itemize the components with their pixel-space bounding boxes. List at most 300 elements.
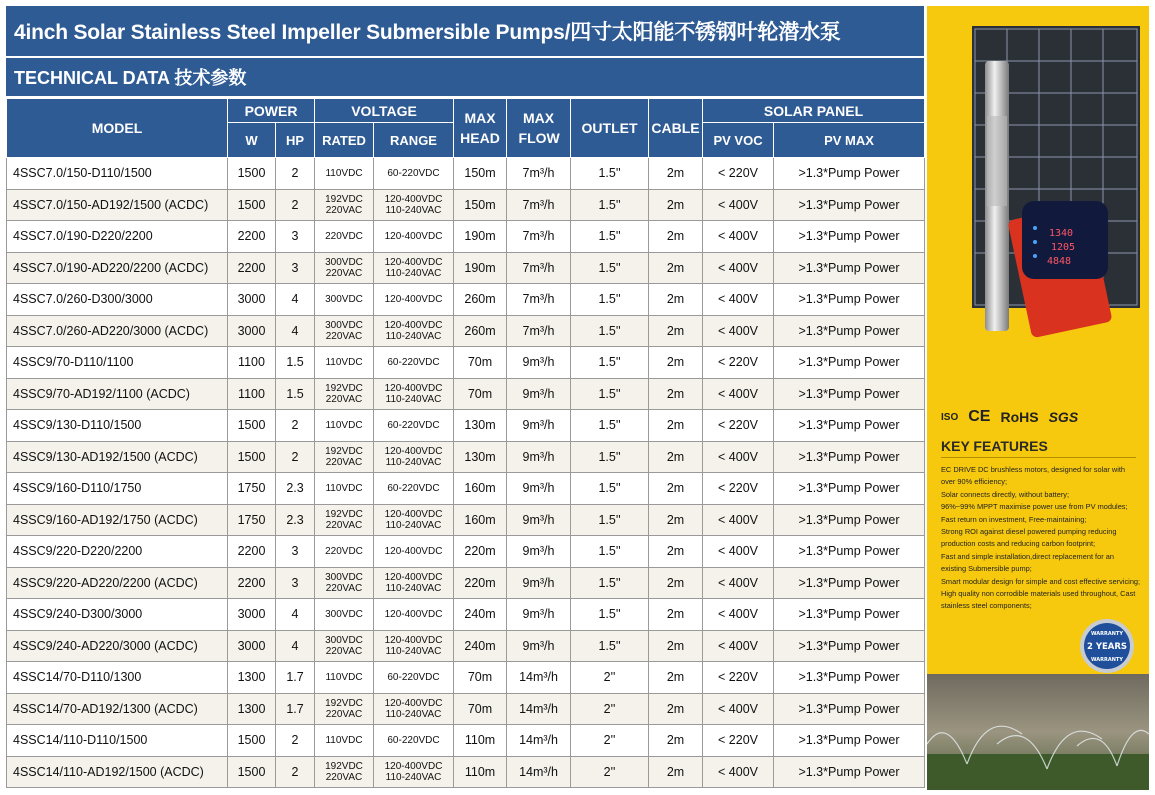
power-w-cell: 2200 [228,536,276,568]
outlet-cell: 1.5'' [571,221,649,253]
cable-cell: 2m [649,662,703,694]
header-voltage: VOLTAGE [315,99,454,123]
cable-cell: 2m [649,315,703,347]
pv-voc-cell: < 400V [703,189,774,221]
power-w-cell: 3000 [228,284,276,316]
outlet-cell: 2'' [571,756,649,788]
outlet-cell: 1.5'' [571,504,649,536]
model-cell: 4SSC7.0/260-AD220/3000 (ACDC) [7,315,228,347]
power-w-cell: 1500 [228,725,276,757]
cable-cell: 2m [649,504,703,536]
pv-voc-cell: < 400V [703,221,774,253]
outlet-cell: 1.5'' [571,158,649,190]
feature-item: High quality non corrodible materials used throughout, Cast stainless steel components; [941,589,1136,611]
voltage-range-cell-line-1: 120-400VDC [384,697,443,709]
power-w-cell: 2200 [228,567,276,599]
outlet-cell: 1.5'' [571,378,649,410]
cable-cell: 2m [649,378,703,410]
max-flow-cell: 7m³/h [507,315,571,347]
voltage-range-cell-line-1: 120-400VDC [384,760,443,772]
table-row [7,284,925,316]
header-pv-voc: PV VOC [703,123,774,158]
warranty-badge [1079,618,1135,674]
rated-voltage-cell [315,756,374,788]
power-w-cell: 1500 [228,756,276,788]
header-cable: CABLE [649,99,703,158]
pv-voc-cell: < 400V [703,284,774,316]
max-flow-cell: 9m³/h [507,536,571,568]
max-head-cell: 240m [454,599,507,631]
pv-max-cell: >1.3*Pump Power [774,693,925,725]
power-hp-cell: 1.5 [276,378,315,410]
header-max-flow-label: MAX FLOW [518,110,560,146]
model-cell: 4SSC14/70-D110/1300 [7,662,228,694]
rated-voltage-cell-line-1: 192VDC [325,445,363,457]
power-hp-cell: 2 [276,410,315,442]
pv-voc-cell: < 400V [703,315,774,347]
rated-voltage-cell-line-2: 220VAC [325,519,363,531]
power-hp-cell: 2 [276,756,315,788]
cable-cell: 2m [649,630,703,662]
outlet-cell: 1.5'' [571,189,649,221]
power-hp-cell: 4 [276,315,315,347]
warranty-bottom-text: WARRANTY [1091,657,1123,663]
rated-voltage-cell-line-2: 220VAC [325,771,363,783]
model-cell: 4SSC7.0/260-D300/3000 [7,284,228,316]
power-w-cell: 3000 [228,599,276,631]
rated-voltage-cell-line-1: 300VDC [325,319,363,331]
outlet-cell: 2'' [571,725,649,757]
table-row [7,504,925,536]
voltage-range-cell [374,630,454,662]
cable-cell: 2m [649,221,703,253]
power-w-cell: 1500 [228,410,276,442]
model-cell: 4SSC9/240-AD220/3000 (ACDC) [7,630,228,662]
outlet-cell: 1.5'' [571,284,649,316]
outlet-cell: 1.5'' [571,410,649,442]
voltage-range-cell-line-1: 120-400VDC [384,382,443,394]
rated-voltage-cell: 110VDC [315,473,374,505]
model-cell: 4SSC9/160-AD192/1750 (ACDC) [7,504,228,536]
voltage-range-cell: 120-400VDC [374,284,454,316]
header-max-flow [507,99,571,158]
feature-item: EC DRIVE DC brushless motors, designed for solar with over 90% efficiency; [941,465,1126,487]
feature-item: Fast and simple installation,direct replacement for an existing Submersible pump; [941,551,1114,574]
power-hp-cell: 1.5 [276,347,315,379]
max-flow-cell: 7m³/h [507,284,571,316]
cable-cell: 2m [649,410,703,442]
pv-voc-cell: < 400V [703,567,774,599]
max-head-cell: 160m [454,504,507,536]
header-outlet: OUTLET [571,99,649,158]
pv-voc-cell: < 400V [703,252,774,284]
rated-voltage-cell: 110VDC [315,410,374,442]
model-cell: 4SSC7.0/190-AD220/2200 (ACDC) [7,252,228,284]
max-head-cell: 130m [454,410,507,442]
voltage-range-cell-line-2: 110-240VAC [385,645,442,657]
voltage-range-cell-line-1: 120-400VDC [384,571,443,583]
pv-max-cell: >1.3*Pump Power [774,725,925,757]
table-row [7,599,925,631]
voltage-range-cell: 120-400VDC [374,221,454,253]
pv-voc-cell: < 400V [703,599,774,631]
header-max-head [454,99,507,158]
power-hp-cell: 3 [276,221,315,253]
header-model: MODEL [7,99,228,158]
pv-max-cell: >1.3*Pump Power [774,441,925,473]
power-w-cell: 1100 [228,378,276,410]
max-flow-cell: 9m³/h [507,410,571,442]
cable-cell: 2m [649,693,703,725]
rated-voltage-cell [315,441,374,473]
max-flow-cell: 14m³/h [507,662,571,694]
pv-max-cell: >1.3*Pump Power [774,630,925,662]
table-row [7,378,925,410]
table-row [7,221,925,253]
pv-voc-cell: < 220V [703,347,774,379]
voltage-range-cell-line-2: 110-240VAC [385,582,442,594]
power-hp-cell: 2 [276,189,315,221]
cable-cell: 2m [649,441,703,473]
section-title: TECHNICAL DATA 技术参数 [6,58,924,96]
pv-max-cell: >1.3*Pump Power [774,284,925,316]
max-head-cell: 190m [454,252,507,284]
rated-voltage-cell-line-1: 300VDC [325,634,363,646]
pv-max-cell: >1.3*Pump Power [774,158,925,190]
outlet-cell: 1.5'' [571,567,649,599]
rated-voltage-cell-line-1: 192VDC [325,760,363,772]
max-flow-cell: 14m³/h [507,756,571,788]
header-solar-panel: SOLAR PANEL [703,99,925,123]
max-flow-cell: 9m³/h [507,347,571,379]
max-head-cell: 160m [454,473,507,505]
rated-voltage-cell [315,567,374,599]
max-head-cell: 70m [454,378,507,410]
max-flow-cell: 9m³/h [507,630,571,662]
voltage-range-cell-line-1: 120-400VDC [384,508,443,520]
voltage-range-cell-line-2: 110-240VAC [385,771,442,783]
cable-cell: 2m [649,725,703,757]
pv-voc-cell: < 220V [703,662,774,694]
cable-cell: 2m [649,252,703,284]
pv-voc-cell: < 400V [703,378,774,410]
iso-logo: ISO [941,411,959,423]
max-flow-cell: 14m³/h [507,725,571,757]
model-cell: 4SSC7.0/190-D220/2200 [7,221,228,253]
model-cell: 4SSC9/220-D220/2200 [7,536,228,568]
outlet-cell: 2'' [571,693,649,725]
voltage-range-cell-line-2: 110-240VAC [385,393,442,405]
pv-voc-cell: < 220V [703,725,774,757]
max-flow-cell: 9m³/h [507,378,571,410]
power-w-cell: 2200 [228,221,276,253]
cable-cell: 2m [649,567,703,599]
table-row [7,441,925,473]
max-head-cell: 110m [454,725,507,757]
rated-voltage-cell-line-1: 192VDC [325,508,363,520]
voltage-range-cell-line-1: 120-400VDC [384,445,443,457]
model-cell: 4SSC7.0/150-D110/1500 [7,158,228,190]
pv-max-cell: >1.3*Pump Power [774,473,925,505]
model-cell: 4SSC7.0/150-AD192/1500 (ACDC) [7,189,228,221]
model-cell: 4SSC9/70-D110/1100 [7,347,228,379]
page-title: 4inch Solar Stainless Steel Impeller Submersible Pumps/四寸太阳能不锈钢叶轮潜水泵 [6,6,924,56]
pv-voc-cell: < 400V [703,504,774,536]
power-w-cell: 1500 [228,158,276,190]
power-hp-cell: 2.3 [276,473,315,505]
power-hp-cell: 1.7 [276,662,315,694]
pv-max-cell: >1.3*Pump Power [774,378,925,410]
pv-voc-cell: < 400V [703,536,774,568]
table-row [7,536,925,568]
voltage-range-cell: 120-400VDC [374,536,454,568]
rated-voltage-cell [315,189,374,221]
header-w: W [228,123,276,158]
voltage-range-cell-line-2: 110-240VAC [385,267,442,279]
rated-voltage-cell-line-1: 300VDC [325,256,363,268]
pv-voc-cell: < 220V [703,473,774,505]
max-head-cell: 260m [454,284,507,316]
pv-voc-cell: < 220V [703,158,774,190]
voltage-range-cell [374,567,454,599]
max-head-cell: 70m [454,662,507,694]
voltage-range-cell: 120-400VDC [374,599,454,631]
voltage-range-cell-line-1: 120-400VDC [384,319,443,331]
max-flow-cell: 7m³/h [507,158,571,190]
display-reading-3: 4848 [1047,256,1072,267]
rated-voltage-cell: 110VDC [315,158,374,190]
model-cell: 4SSC9/220-AD220/2200 (ACDC) [7,567,228,599]
rated-voltage-cell: 220VDC [315,221,374,253]
rated-voltage-cell-line-2: 220VAC [325,456,363,468]
pv-max-cell: >1.3*Pump Power [774,662,925,694]
pv-max-cell: >1.3*Pump Power [774,504,925,536]
power-w-cell: 1500 [228,189,276,221]
table-row [7,189,925,221]
pv-max-cell: >1.3*Pump Power [774,347,925,379]
voltage-range-cell: 60-220VDC [374,473,454,505]
max-head-cell: 260m [454,315,507,347]
power-w-cell: 2200 [228,252,276,284]
voltage-range-cell-line-2: 110-240VAC [385,204,442,216]
power-hp-cell: 3 [276,252,315,284]
pv-voc-cell: < 220V [703,410,774,442]
power-hp-cell: 4 [276,599,315,631]
feature-item: 96%~99% MPPT maximise power use from PV modules; [941,502,1128,512]
voltage-range-cell [374,189,454,221]
voltage-range-cell-line-2: 110-240VAC [385,519,442,531]
model-cell: 4SSC9/130-D110/1500 [7,410,228,442]
model-cell: 4SSC9/160-D110/1750 [7,473,228,505]
table-row [7,693,925,725]
table-row [7,662,925,694]
rated-voltage-cell: 300VDC [315,284,374,316]
pv-max-cell: >1.3*Pump Power [774,567,925,599]
power-w-cell: 1750 [228,473,276,505]
power-w-cell: 1500 [228,441,276,473]
voltage-range-cell: 60-220VDC [374,158,454,190]
power-w-cell: 3000 [228,630,276,662]
voltage-range-cell-line-1: 120-400VDC [384,193,443,205]
cable-cell: 2m [649,756,703,788]
power-hp-cell: 3 [276,567,315,599]
power-w-cell: 1100 [228,347,276,379]
voltage-range-cell: 60-220VDC [374,725,454,757]
voltage-range-cell: 60-220VDC [374,410,454,442]
voltage-range-cell [374,693,454,725]
table-row [7,473,925,505]
max-head-cell: 130m [454,441,507,473]
side-panel [927,6,1149,790]
rated-voltage-cell [315,378,374,410]
voltage-range-cell [374,252,454,284]
outlet-cell: 1.5'' [571,473,649,505]
product-photo [927,6,1149,386]
cable-cell: 2m [649,189,703,221]
table-row [7,567,925,599]
pv-max-cell: >1.3*Pump Power [774,410,925,442]
max-head-cell: 70m [454,693,507,725]
rated-voltage-cell: 110VDC [315,662,374,694]
voltage-range-cell: 60-220VDC [374,662,454,694]
pv-max-cell: >1.3*Pump Power [774,315,925,347]
feature-item: Strong ROI against diesel powered pumping reducing production costs and reducing carbon footprint; [941,527,1117,549]
header-max-head-label: MAX HEAD [460,110,500,146]
power-hp-cell: 2 [276,158,315,190]
power-hp-cell: 4 [276,284,315,316]
table-row [7,347,925,379]
table-body [7,158,925,788]
model-cell: 4SSC9/70-AD192/1100 (ACDC) [7,378,228,410]
outlet-cell: 2'' [571,662,649,694]
rated-voltage-cell: 220VDC [315,536,374,568]
outlet-cell: 1.5'' [571,536,649,568]
outlet-cell: 1.5'' [571,347,649,379]
warranty-years-text: 2 YEARS [1086,642,1128,652]
cable-cell: 2m [649,158,703,190]
voltage-range-cell [374,504,454,536]
cable-cell: 2m [649,284,703,316]
voltage-range-cell [374,441,454,473]
outlet-cell: 1.5'' [571,252,649,284]
rated-voltage-cell [315,630,374,662]
outlet-cell: 1.5'' [571,599,649,631]
key-features-list [941,464,1141,613]
pv-max-cell: >1.3*Pump Power [774,756,925,788]
power-hp-cell: 2.3 [276,504,315,536]
rated-voltage-cell: 110VDC [315,347,374,379]
pv-voc-cell: < 400V [703,756,774,788]
table-row [7,630,925,662]
pv-max-cell: >1.3*Pump Power [774,189,925,221]
table-row [7,252,925,284]
cable-cell: 2m [649,536,703,568]
feature-item: Smart modular design for simple and cost effective servicing; [941,576,1141,586]
max-flow-cell: 9m³/h [507,473,571,505]
cable-cell: 2m [649,599,703,631]
cable-cell: 2m [649,347,703,379]
header-power: POWER [228,99,315,123]
rated-voltage-cell-line-2: 220VAC [325,645,363,657]
voltage-range-cell-line-1: 120-400VDC [384,256,443,268]
table-row [7,158,925,190]
rated-voltage-cell-line-1: 192VDC [325,193,363,205]
power-hp-cell: 3 [276,536,315,568]
max-head-cell: 150m [454,189,507,221]
voltage-range-cell [374,756,454,788]
power-hp-cell: 1.7 [276,693,315,725]
model-cell: 4SSC14/70-AD192/1300 (ACDC) [7,693,228,725]
pv-max-cell: >1.3*Pump Power [774,599,925,631]
certification-logos [941,408,1078,426]
max-flow-cell: 9m³/h [507,504,571,536]
sgs-logo: SGS [1048,409,1079,425]
power-w-cell: 3000 [228,315,276,347]
model-cell: 4SSC14/110-D110/1500 [7,725,228,757]
rated-voltage-cell-line-1: 192VDC [325,697,363,709]
voltage-range-cell-line-2: 110-240VAC [385,456,442,468]
rated-voltage-cell [315,693,374,725]
rohs-logo: RoHS [1000,409,1039,425]
rated-voltage-cell [315,315,374,347]
max-head-cell: 150m [454,158,507,190]
technical-data-table [6,98,925,788]
table-row [7,725,925,757]
power-hp-cell: 2 [276,441,315,473]
rated-voltage-cell [315,252,374,284]
max-head-cell: 240m [454,630,507,662]
rated-voltage-cell-line-1: 192VDC [325,382,363,394]
power-w-cell: 1300 [228,662,276,694]
max-flow-cell: 9m³/h [507,599,571,631]
rated-voltage-cell-line-2: 220VAC [325,393,363,405]
max-head-cell: 110m [454,756,507,788]
cable-cell: 2m [649,473,703,505]
rated-voltage-cell-line-2: 220VAC [325,267,363,279]
rated-voltage-cell-line-2: 220VAC [325,204,363,216]
max-head-cell: 70m [454,347,507,379]
rated-voltage-cell: 300VDC [315,599,374,631]
feature-item: Solar connects directly, without battery; [941,489,1070,499]
voltage-range-cell: 60-220VDC [374,347,454,379]
outlet-cell: 1.5'' [571,315,649,347]
pv-voc-cell: < 400V [703,630,774,662]
table-row [7,410,925,442]
pv-voc-cell: < 400V [703,441,774,473]
rated-voltage-cell-line-2: 220VAC [325,582,363,594]
pv-voc-cell: < 400V [703,693,774,725]
rated-voltage-cell-line-2: 220VAC [325,330,363,342]
pv-max-cell: >1.3*Pump Power [774,221,925,253]
power-hp-cell: 4 [276,630,315,662]
max-flow-cell: 7m³/h [507,252,571,284]
voltage-range-cell-line-2: 110-240VAC [385,708,442,720]
max-flow-cell: 9m³/h [507,441,571,473]
feature-item: Fast return on investment, Free-maintaining; [941,514,1087,524]
power-w-cell: 1750 [228,504,276,536]
header-pv-max: PV MAX [774,123,925,158]
pv-max-cell: >1.3*Pump Power [774,536,925,568]
max-head-cell: 220m [454,536,507,568]
table-row [7,315,925,347]
sprinkler-photo [927,674,1149,790]
max-head-cell: 220m [454,567,507,599]
pv-max-cell: >1.3*Pump Power [774,252,925,284]
rated-voltage-cell-line-2: 220VAC [325,708,363,720]
model-cell: 4SSC14/110-AD192/1500 (ACDC) [7,756,228,788]
key-features-title: KEY FEATURES [941,438,1136,458]
voltage-range-cell [374,378,454,410]
